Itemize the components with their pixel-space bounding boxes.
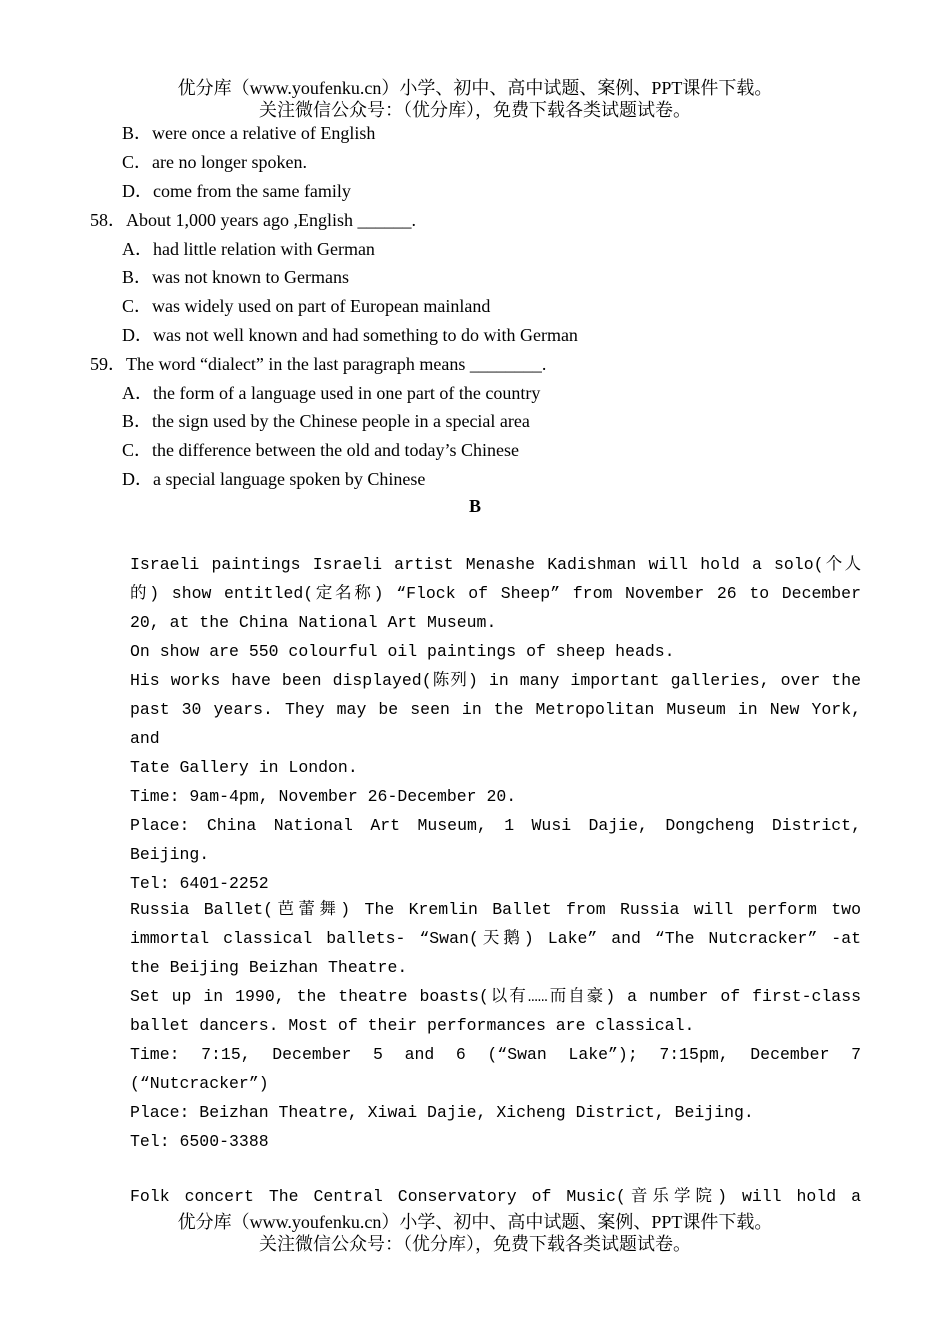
passage-line: 20, at the China National Art Museum. bbox=[130, 613, 497, 632]
q58-option-c: C．was widely used on part of European mainland bbox=[122, 296, 491, 316]
passage-line: Place: Beizhan Theatre, Xiwai Dajie, Xicheng District, Beijing. bbox=[130, 1103, 754, 1122]
q59-option-c: C．the difference between the old and today’s Chinese bbox=[122, 440, 520, 460]
footer-line-1: 优分库（www.youfenku.cn）小学、初中、高中试题、案例、PPT课件下载。 bbox=[177, 1212, 773, 1232]
q58-option-b: B．was not known to Germans bbox=[122, 267, 349, 287]
passage-russia-ballet bbox=[130, 895, 861, 1156]
passage-line: Russia Ballet(芭蕾舞) The Kremlin Ballet from Russia will perform two bbox=[130, 900, 861, 919]
passage-line: Set up in 1990, the theatre boasts(以有……而自豪) a number of first-class bbox=[130, 987, 861, 1006]
passage-line: ballet dancers. Most of their performances are classical. bbox=[130, 1016, 695, 1035]
q59-option-a: A．the form of a language used in one part of the country bbox=[122, 383, 541, 403]
passage-line: Tel: 6401-2252 bbox=[130, 874, 269, 893]
page-footer bbox=[0, 1211, 950, 1255]
page-header bbox=[0, 77, 950, 121]
passage-line: Israeli paintings Israeli artist Menashe Kadishman will hold a solo(个人 bbox=[130, 555, 861, 574]
q57-option-d: D．come from the same family bbox=[122, 181, 351, 201]
header-line-2: 关注微信公众号：（优分库），免费下载各类试题试卷。 bbox=[259, 100, 691, 120]
passage-line: 的) show entitled(定名称) “Flock of Sheep” from November 26 to December bbox=[130, 584, 861, 603]
passage-line: immortal classical ballets- “Swan(天鹅) Lake” and “The Nutcracker” -at bbox=[130, 929, 861, 948]
q57-option-c: C．are no longer spoken. bbox=[122, 152, 307, 172]
passage-line: His works have been displayed(陈列) in many important galleries, over the bbox=[130, 671, 861, 690]
passage-line: the Beijing Beizhan Theatre. bbox=[130, 958, 408, 977]
q59-stem: 59．The word “dialect” in the last paragraph means ________. bbox=[90, 354, 547, 374]
passage-line: Tate Gallery in London. bbox=[130, 758, 358, 777]
q58-option-a: A．had little relation with German bbox=[122, 239, 375, 259]
q58-stem: 58．About 1,000 years ago ,English ______. bbox=[90, 210, 416, 230]
passage-line: Folk concert The Central Conservatory of Music(音乐学院) will hold a bbox=[130, 1187, 861, 1206]
passage-line: past 30 years. They may be seen in the Metropolitan Museum in New York, and bbox=[130, 700, 861, 748]
header-line-1: 优分库（www.youfenku.cn）小学、初中、高中试题、案例、PPT课件下载。 bbox=[177, 78, 773, 98]
q59-option-d: D．a special language spoken by Chinese bbox=[122, 469, 426, 489]
q57-option-b: B．were once a relative of English bbox=[122, 123, 376, 143]
section-b-heading: B bbox=[468, 496, 481, 516]
footer-line-2: 关注微信公众号：（优分库），免费下载各类试题试卷。 bbox=[259, 1234, 691, 1254]
passage-line: Time: 9am-4pm, November 26-December 20. bbox=[130, 787, 517, 806]
q59-option-b: B．the sign used by the Chinese people in a special area bbox=[122, 411, 530, 431]
passage-line: On show are 550 colourful oil paintings of sheep heads. bbox=[130, 642, 675, 661]
passage-israeli-paintings bbox=[130, 550, 861, 898]
passage-line: Tel: 6500-3388 bbox=[130, 1132, 269, 1151]
passage-line: Place: China National Art Museum, 1 Wusi Dajie, Dongcheng District, bbox=[130, 816, 861, 835]
q58-option-d: D．was not well known and had something to do with German bbox=[122, 325, 578, 345]
passage-line: (“Nutcracker”) bbox=[130, 1074, 269, 1093]
passage-line: Time: 7:15, December 5 and 6 (“Swan Lake”); 7:15pm, December 7 bbox=[130, 1045, 861, 1064]
passage-folk-concert bbox=[130, 1182, 861, 1211]
passage-line: Beijing. bbox=[130, 845, 210, 864]
